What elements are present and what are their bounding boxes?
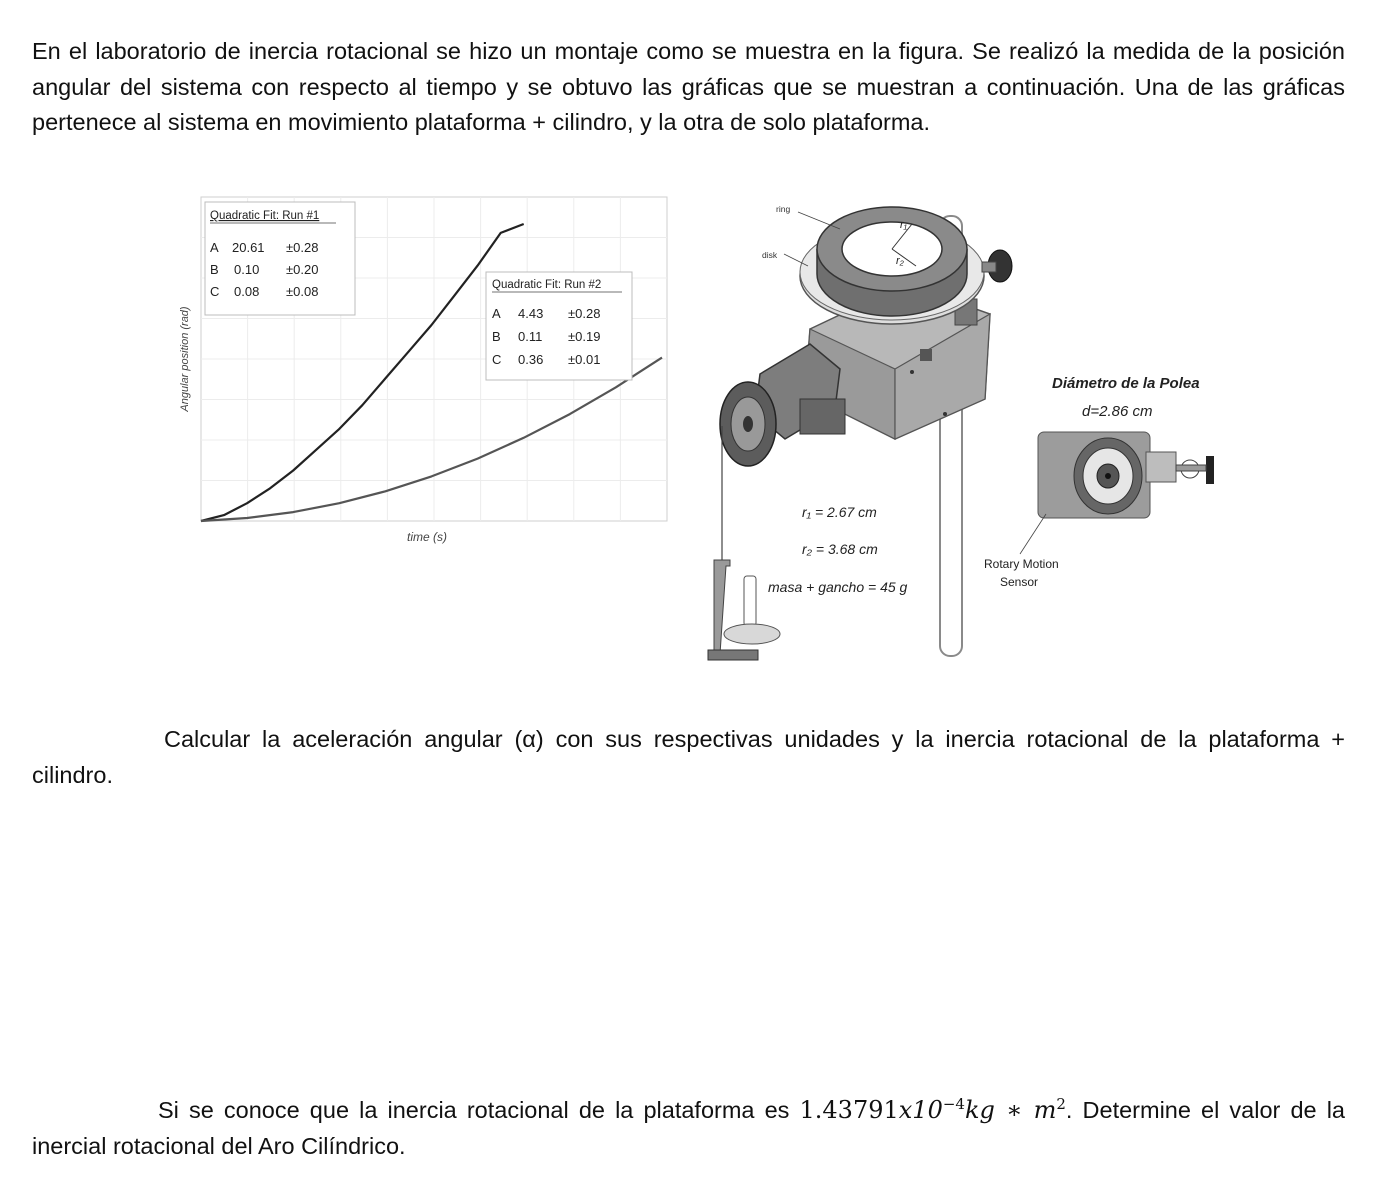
fit-box-run1 bbox=[205, 202, 355, 315]
question-2 bbox=[32, 1087, 1345, 1164]
fit-run2-B-err: ±0.19 bbox=[568, 329, 601, 344]
question-1-line2: plataforma + cilindro. bbox=[32, 726, 1345, 788]
mass-value: masa + gancho = 45 g bbox=[768, 579, 908, 595]
fit-param-B-label: B bbox=[492, 329, 501, 344]
fit-run2-B-value: 0.11 bbox=[518, 329, 543, 344]
fit-param-C-label: C bbox=[210, 284, 220, 299]
pulley-inset bbox=[1038, 432, 1214, 518]
fit-run2-C-value: 0.36 bbox=[518, 352, 544, 367]
apparatus-figure bbox=[700, 194, 1260, 674]
side-knob bbox=[982, 250, 1012, 282]
x-axis-label: time (s) bbox=[407, 530, 447, 544]
disk-label: disk bbox=[762, 250, 778, 260]
pulley-diameter: d=2.86 cm bbox=[1082, 403, 1153, 420]
r1-marker: r₁ bbox=[900, 219, 908, 231]
fit-run1-B-value: 0.10 bbox=[234, 262, 260, 277]
intro-paragraph: En el laboratorio de inercia rotacional se hizo un montaje como se muestra en la figura. Se realizó la medida de la posición angular del sistema con respecto al tiempo y se obtuvo las gráficas que se muestran a continuación. Una de las gráficas pertenece al sistema en movimiento plataforma + cilindro, y la otra de solo plataforma. bbox=[32, 38, 1345, 135]
fit-title-run1: Quadratic Fit: Run #1 bbox=[210, 210, 320, 222]
fit-param-C-label: C bbox=[492, 352, 502, 367]
pulley-assembly bbox=[720, 344, 845, 466]
ring bbox=[817, 207, 967, 316]
sensor-label-line1: Rotary Motion bbox=[984, 557, 1059, 571]
fit-param-A-label: A bbox=[492, 306, 501, 321]
r2-marker: r₂ bbox=[896, 255, 904, 267]
platform-inertia-value: $1.43791x10^{-4}kg$ ∗ $m^2$ bbox=[799, 1095, 1066, 1124]
fit-run2-C-err: ±0.01 bbox=[568, 352, 601, 367]
fit-run1-A-err: ±0.28 bbox=[286, 240, 319, 255]
angular-position-chart bbox=[174, 194, 674, 554]
question-1-line1: Calcular la aceleración angular (α) con sus respectivas unidades y la inercia rotacional de la bbox=[164, 726, 1197, 752]
fit-run2-A-err: ±0.28 bbox=[568, 306, 601, 321]
question-2-text-after: . Determine el valor de la inercial rotacional del Aro Cilíndrico. bbox=[32, 1097, 1346, 1159]
pulley-title: Diámetro de la Polea bbox=[1052, 375, 1200, 392]
question-2-text-before: Si se conoce que la inercia rotacional de la plataforma es bbox=[158, 1097, 800, 1123]
hanging-mass bbox=[708, 560, 780, 660]
fit-run1-C-err: ±0.08 bbox=[286, 284, 319, 299]
fit-param-A-label: A bbox=[210, 240, 219, 255]
fit-title-run2: Quadratic Fit: Run #2 bbox=[492, 279, 602, 291]
fit-run1-B-err: ±0.20 bbox=[286, 262, 319, 277]
fit-run1-A-value: 20.61 bbox=[232, 240, 265, 255]
ring-label: ring bbox=[776, 204, 791, 214]
r2-value: r₂ = 3.68 cm bbox=[802, 541, 878, 557]
question-1 bbox=[32, 722, 1345, 793]
fit-run1-C-value: 0.08 bbox=[234, 284, 260, 299]
fit-param-B-label: B bbox=[210, 262, 219, 277]
fit-run2-A-value: 4.43 bbox=[518, 306, 544, 321]
y-axis-label: Angular position (rad) bbox=[179, 306, 191, 412]
sensor-label-line2: Sensor bbox=[1000, 575, 1039, 589]
fit-box-run2 bbox=[486, 272, 632, 380]
r1-value: r₁ = 2.67 cm bbox=[802, 504, 877, 520]
